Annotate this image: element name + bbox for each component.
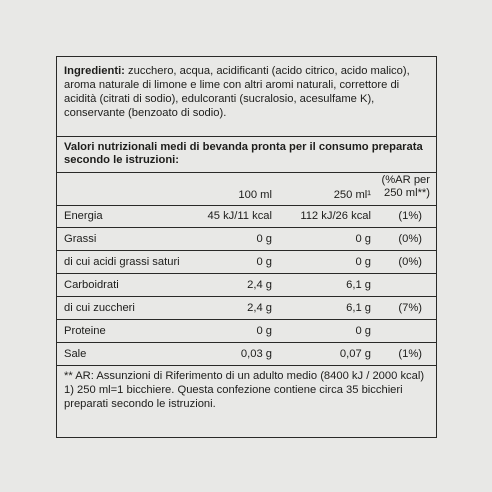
row-name: Carboidrati <box>64 279 119 291</box>
nutrition-row-energia <box>57 205 436 228</box>
row-value-100ml: 2,4 g <box>247 302 272 314</box>
row-value-100ml: 2,4 g <box>247 279 272 291</box>
row-divider <box>57 365 436 366</box>
nutrition-row-carboidrati <box>57 274 436 297</box>
header-ar-line2: 250 ml**) <box>383 187 430 199</box>
nutrition-row-grassi <box>57 228 436 251</box>
nutrition-label <box>56 56 437 438</box>
row-name: Sale <box>64 348 87 360</box>
row-name: Energia <box>64 210 103 222</box>
row-value-250ml: 0 g <box>355 233 371 245</box>
footnotes <box>64 369 428 411</box>
row-value-ar: (1%) <box>398 348 422 360</box>
row-value-ar: (1%) <box>398 210 422 222</box>
nutrition-row-zuccheri <box>57 297 436 320</box>
row-value-100ml: 45 kJ/11 kcal <box>207 210 272 222</box>
row-name: di cui acidi grassi saturi <box>64 256 180 268</box>
row-value-100ml: 0 g <box>256 325 272 337</box>
nutrition-title: Valori nutrizionali medi di bevanda pronta per il consumo preparata secondo le istruzioni: <box>64 141 423 166</box>
ingredients-heading: Ingredienti: <box>64 65 125 77</box>
portion-footnote: 1) 250 ml=1 bicchiere. Questa confezione contiene circa 35 bicchieri preparati secondo le istruzioni. <box>64 384 403 410</box>
row-value-250ml: 0,07 g <box>339 348 371 360</box>
section-divider <box>57 136 436 137</box>
nutrition-row-sale <box>57 343 436 366</box>
row-value-250ml: 0 g <box>355 256 371 268</box>
row-value-ar: (0%) <box>398 233 422 245</box>
row-name: Grassi <box>64 233 97 245</box>
row-value-250ml: 6,1 g <box>346 279 371 291</box>
ingredients-text <box>64 64 428 120</box>
header-ar <box>382 174 431 200</box>
header-250ml: 250 ml¹ <box>333 189 371 201</box>
row-value-100ml: 0 g <box>256 233 272 245</box>
row-value-ar: (0%) <box>398 256 422 268</box>
nutrition-row-proteine <box>57 320 436 343</box>
header-ar-line1: (%AR per <box>381 174 430 186</box>
row-name: Proteine <box>64 325 106 337</box>
row-value-250ml: 6,1 g <box>346 302 371 314</box>
row-value-100ml: 0 g <box>256 256 272 268</box>
ar-footnote: ** AR: Assunzioni di Riferimento di un adulto medio (8400 kJ / 2000 kcal) <box>64 370 425 382</box>
ingredients-list: zucchero, acqua, acidificanti (acido citrico, acido malico), aroma naturale di limone e lime con altri aromi naturali, correttore di acidità (citrati di sodio), edulcoranti (sucralosio, acesulfame K), conservante (benzoato di sodio). <box>64 65 410 119</box>
row-name: di cui zuccheri <box>64 302 135 314</box>
header-100ml: 100 ml <box>238 189 272 201</box>
title-divider <box>57 172 436 173</box>
row-value-250ml: 0 g <box>355 325 371 337</box>
row-value-100ml: 0,03 g <box>240 348 272 360</box>
nutrition-row-saturi <box>57 251 436 274</box>
row-value-250ml: 112 kJ/26 kcal <box>300 210 371 222</box>
row-value-ar: (7%) <box>398 302 422 314</box>
